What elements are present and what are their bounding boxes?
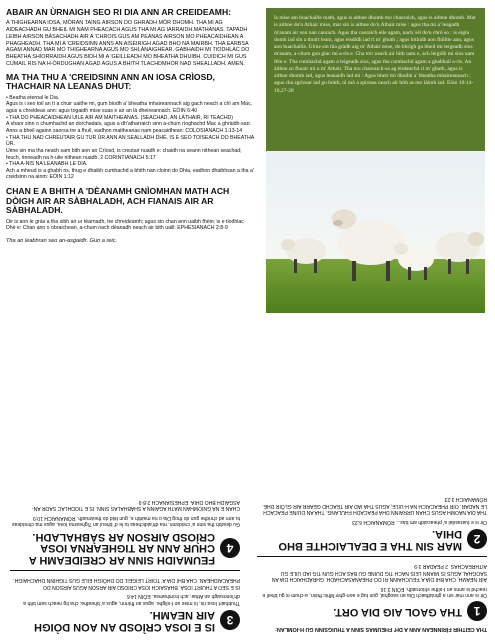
four-truths-intro: THA CEITHIR FÌRINNEAN ANN A DH' FHEUMAS SINN A THUIGSINN GU H-IOMLAN: xyxy=(275,626,487,632)
list-item: • THA A-NIS NA LEANABH LE DIA. xyxy=(6,161,88,168)
benefits-heading: MA THA THU A 'CREIDSINN ANN AN IOSA CRÌOSD, THACHAIR NA LEANAS DHUT: xyxy=(6,71,215,92)
truth-explanation: AIR NEAMH, CHA BHI DIA A 'FEUCHAINN RI DO PHEANASACHADH. GHRÀDHAICH DIA AN SAOGHAL AGUS IS MIANN LEIS NACH TIG DUINE GU BÀS ACH GUN TIG IAD UILE GU AITHREACHAS. 2 PEADAR 3:9 xyxy=(271,563,487,583)
list-item: • THA DO PHEACAIDHEAN UILE AIR AM MAITHEANAS. (SEACHAD, AN LÀTHAIR, RI TEACHD) xyxy=(6,114,234,121)
lower-column-1 xyxy=(257,490,487,632)
truth-4 xyxy=(10,499,240,566)
list-item: Uime sin ma tha neach sam bith ann an Crìosd, is creutair nuadh e: chaidh na seann nithean seachad; feuch, rinneadh na h-uile nithean nuadh. 2 CORINTIANACH 5:17 xyxy=(6,147,242,161)
list-item: Ach a mheud is a ghabh ris, thug e dhaibh cumhachd a bhith nan cloinn do Dhia, eadhon dhaibhsan a tha a' creidsinn na ainm: EÒIN 1:12 xyxy=(6,167,254,181)
truth-verse: Oir is e tuarasdal a' pheacaidh am bàs... RÒMANAICH 6:23 xyxy=(352,518,487,525)
scripture-text: Is mise am buachaille math, agus is aithne dhomh mo chaoraich, agus is aithne dhomh. Mar is aithne do'n Athair mise, mar sin is aithne do'n Athair mise : agus tha mi a' leagadh m'anam air son nan caorach. Agus tha caoraich eile agam, nach 'eil do'n chrò so : is eigin domh iad sin a thoirt leam, agus eisdidh iad ri m' ghuth ; agus bithidh aon fhilltie ann, agus aon buachaille. Uime sin tha gràdh aig m' Athair mise, do bhrigh gu bheil mi leigeadh sìos m'anam, a-chum gun glac mi a-rìs e. Cha toir neach air bith uam e, ach leigidh mi sìos uam fèin e. Tha cumhachd agam a leigeadh sìos, agus tha cumhachd agam a ghabhail a-rìs. An àithne so fhuair mi o m' Athair. Tha mo chaoraich-sa ag èisdeachd ri m' ghuth, agus is aithne dhomh iad, agus leanaidh iad mi : Agus bheir mi dhoibh a' bheatha mhaireannach ; agus cha sgriosar iad gu bràth, nì mò a spìonas neach air bith as mo làimh iad. Eòin 10:14-18,27-28 xyxy=(274,15,476,94)
left-column xyxy=(6,8,254,249)
truth-explanation: IS E SEO A THUIRT IOSA. BHÀSAICH IOSA CRÌOSD AIR ARSON AGUS AIRSON DO PHEACAIDHEAN. CHA BHI DIA A' TOIRT LEIGEIL DO DHÒIGH EILE GUS TIGHINN DHACHAIGH. xyxy=(13,577,240,590)
divider xyxy=(10,570,240,571)
list-item: • THA THU NAD CHREUTAIR GU TUR ÙR ANN AN SEALLADH DHÈ. IS E SEO TOISEACH DO BHEATHA ÙR. xyxy=(6,134,254,148)
truth-title: MAR SIN THA E DEALAICHTE BHO DHIA. xyxy=(278,528,462,552)
truth-explanation: CHAN E NA GNÌOMHAN MATH AGAINN A SHÀBHALAS SINN. IS E TIODHLAC SAOR AN-ASGAIDH BHO DHIA. EPHESIANACH 2:8-9 xyxy=(31,498,240,512)
list-item: A shaor sinn o chumhachd an dorchadais, agus a dh'atharraich sinn a-chum rìoghachd Mac a ghràidh-san: Anns a bheil againn saorsa tre a fhuil, eadhon maitheanas nam peacaidhean: COLOSIANACH 1:13-14 xyxy=(6,121,251,134)
lower-half-inverted xyxy=(0,322,495,640)
free-booklet-note: Tha an leabhran seo an-asgaidh. Gun a reic. xyxy=(6,237,118,244)
truth-verse: Oir is ann mar sin a ghràdhaich Dia an saoghal, gun tug e aon-ghin Mhic fhèin, a-chum is gu bheil e reachd is anns an t-sìthe shìorraidh. EÒIN 3:16 xyxy=(262,585,487,599)
truth-1 xyxy=(257,563,487,621)
truth-3 xyxy=(10,577,240,632)
sheep-photo xyxy=(266,151,485,313)
truth-title: THA GAOL AIG DIA ORT. xyxy=(333,606,462,619)
benefits-list xyxy=(6,95,254,182)
number-badge: 4 xyxy=(220,538,240,558)
prayer-text: A THIGHEARNA IOSA, MÒRAN TAING AIRSON DO GHRÀDH MÒR DHOMH. THA MI AG AIDEACHADH GU BHEIL MI NAM PHEACACH AGUS THA MI AG IARRAIDH MATHANAS. TAPADH LEIBH AIRSON BÀSACHADH AIR A 'CHROIS GUS AM PEANAS AIRSON MO PHEACAIDHEAN A PHAGHEADH. THA MI A 'CREIDSINN ANNS AN AISEIRIGH AGAD BHO NA MAIRBH. THA EARBSA AGAM ANNAD MAR MO THIGHEARNA AGUS MO SHLÀNAIGHEAR. GABHAIDH MI TIODHLAC DO BHEATHA SHÌORRAIDH AGUS BIDH MI A 'GEILLEADH MO BHEATHA DHUIBH. CUIDICH MI GUS CUMAIL RIS NA H-ÒRDUGHAN AGAD AGUS A BHITH TLACHDMHOR NAD SHEALLADH. AMEN. xyxy=(6,20,250,67)
list-item: Agus is i seo toil an tì a chuir uaithe mi, gum biodh a' bheatha mhaireannach aig gach neach a chì am Mac, agus a chreideas ann: agus togaidh mise suas e air an là dheireannach. EÒIN 6:40 xyxy=(6,101,253,114)
truth-verse: Thubhairt Iosa ris, Is mise an t-slighe, agus an fhìrinn, agus a' bheatha: cha tig neach sam bith a dh'ionnsaigh an Athar, ach tromhamsa. EÒIN 14:6 xyxy=(23,593,240,606)
good-works-text: Oir is ann le gràs a tha sibh air ur tèarnadh, tre chreideamh; agus sin chan ann uaibh fhèin; is e tiodhlac Dhè e: Chan ann o obraichean, a-chum nach dèanadh neach air bith uaill: EPHESIANACH 2:8-9 xyxy=(6,218,244,232)
truth-verse: Gu dearbh tha sinn a' creidsinn, ma dh'aidicheas tu le d' bheul an Tighearna Iosa, agus ma chreideas tu ann ad chridhe gun do thog Dia o na mairbh e, gun tèid do theàrnadh. RÒMANAICH 10:9 xyxy=(11,514,240,528)
list-item: • Beatha eternal le Dia. xyxy=(6,94,60,101)
divider xyxy=(257,556,487,557)
truth-2 xyxy=(257,496,487,551)
truth-explanation: THA DIA NAOMH AGUS CHAN URRAINN DHA PEACADH FHULANG. THA AN DUINE PEACACH LE NÀDAR. OIR PHEACAICH NA H-UILE, AGUS THA IAD AIR TEACHD GEARR AIR GLÒIR DHÈ. RÒMANAICH 3:23 xyxy=(262,496,487,516)
prayer-heading: ABAIR AN ÙRNAIGH SEO RI DIA ANN AR CREIDEAMH: xyxy=(6,7,232,17)
good-works-heading: CHAN E A BHITH A 'DÈANAMH GNÌOMHAN MATH ACH DÒIGH AIR AR SÀBHALADH, ACH FIANAIS AIR AR SÀBHALADH. xyxy=(6,186,230,216)
truth-title: IS E IOSA CRÌOSD AN AON DÒIGH AIR NEAMH. xyxy=(34,609,215,633)
lower-column-2 xyxy=(10,493,240,632)
number-badge: 1 xyxy=(467,601,487,621)
truth-title: FEUMAIDH SINN AR CREIDEAMH A CHUR ANN AR TIGHEARNA IOSA CRÌOSD AIRSON AR SÀBHALADH. xyxy=(29,530,215,567)
number-badge: 2 xyxy=(467,529,487,549)
number-badge: 3 xyxy=(220,610,240,630)
scripture-panel xyxy=(266,8,485,313)
